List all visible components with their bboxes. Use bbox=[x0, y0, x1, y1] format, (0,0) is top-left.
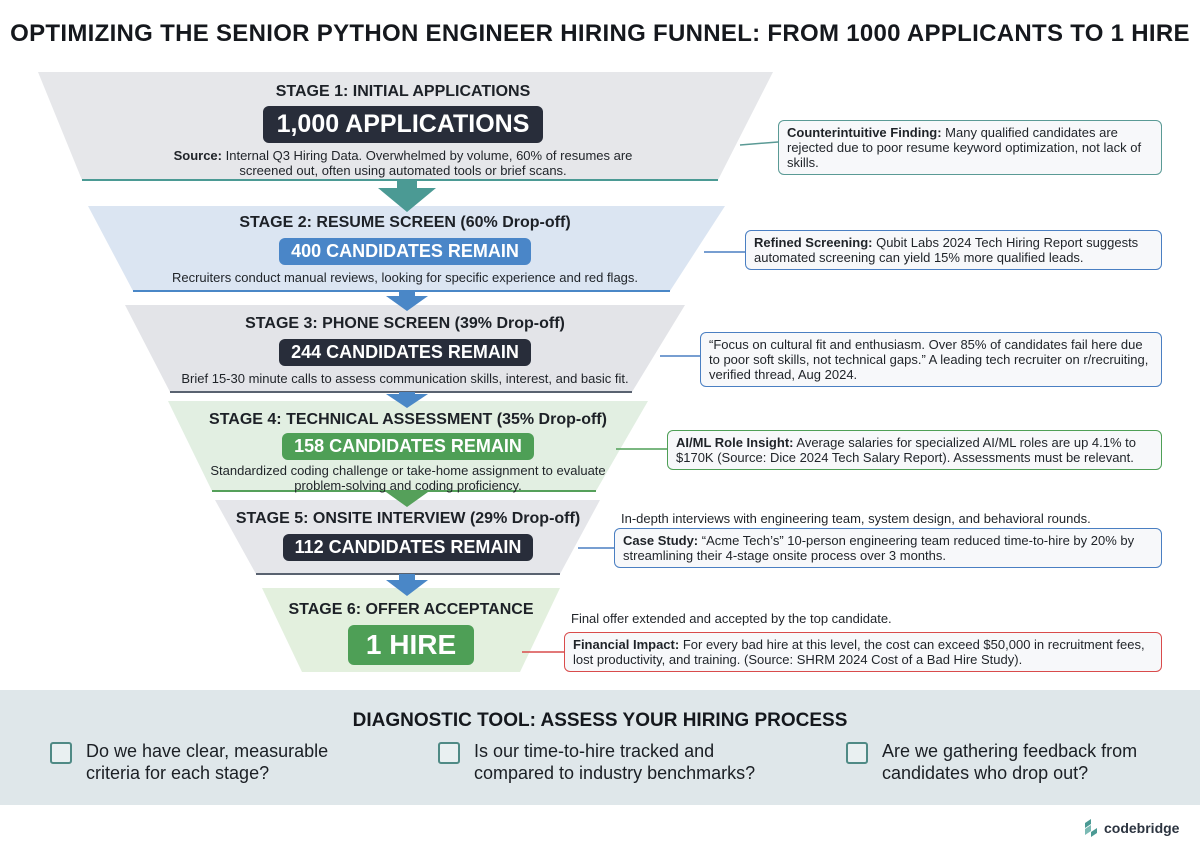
checkbox[interactable] bbox=[438, 742, 460, 764]
note-text: Many qualified candidates are rejected due to poor resume keyword optimization, not lack of skills. bbox=[787, 125, 1142, 170]
desc-label: Source: bbox=[173, 148, 222, 163]
diagnostic-section bbox=[0, 690, 1200, 805]
stage-description bbox=[160, 148, 646, 178]
note-label: Counterintuitive Finding: bbox=[787, 125, 942, 140]
note-text: For every bad hire at this level, the cost can exceed $50,000 in recruitment fees, lost productivity, and training. (Source: SHRM 2024 Cost of a Bad Hire Study). bbox=[573, 637, 1145, 667]
checkbox[interactable] bbox=[50, 742, 72, 764]
checkbox[interactable] bbox=[846, 742, 868, 764]
stage-description: Recruiters conduct manual reviews, looking for specific experience and red flags. bbox=[171, 270, 639, 285]
note-text: “Focus on cultural fit and enthusiasm. Over 85% of candidates fail here due to poor soft skills, not technical gaps.” A leading tech recruiter on r/recruiting, verified thread, Aug 2024. bbox=[709, 337, 1149, 382]
stage-1 bbox=[160, 83, 646, 178]
codebridge-logo bbox=[1082, 818, 1179, 838]
connector-note-1 bbox=[740, 142, 778, 145]
note-label: Financial Impact: bbox=[573, 637, 680, 652]
diagnostic-title: DIAGNOSTIC TOOL: ASSESS YOUR HIRING PROCESS bbox=[352, 710, 848, 731]
count-badge: 1 HIRE bbox=[348, 625, 474, 665]
note-label: AI/ML Role Insight: bbox=[676, 435, 794, 450]
note-case-study bbox=[614, 528, 1162, 568]
count-badge: 244 CANDIDATES REMAIN bbox=[279, 339, 531, 366]
note-text: Qubit Labs 2024 Tech Hiring Report suggests automated screening can yield 15% more qualified leads. bbox=[754, 235, 1139, 265]
stage-title: STAGE 2: RESUME SCREEN (60% Drop-off) bbox=[239, 214, 571, 231]
question-text: Is our time-to-hire tracked and compared to industry benchmarks? bbox=[474, 741, 756, 783]
count-badge: 112 CANDIDATES REMAIN bbox=[283, 534, 534, 561]
note-counterintuitive-finding bbox=[778, 120, 1162, 175]
stage-description: Brief 15-30 minute calls to assess communication skills, interest, and basic fit. bbox=[181, 371, 629, 386]
stage-title: STAGE 4: TECHNICAL ASSESSMENT (35% Drop-off) bbox=[209, 411, 607, 428]
note-refined-screening bbox=[745, 230, 1162, 270]
stage-5 bbox=[230, 510, 586, 561]
stage-6 bbox=[262, 601, 560, 665]
stage-title: STAGE 5: ONSITE INTERVIEW (29% Drop-off) bbox=[235, 510, 581, 527]
note-aiml-role-insight bbox=[667, 430, 1162, 470]
stage-2 bbox=[150, 214, 660, 285]
diagnostic-question-2 bbox=[438, 740, 764, 784]
onsite-description: In-depth interviews with engineering team, system design, and behavioral rounds. bbox=[621, 511, 1091, 526]
stage-title: STAGE 1: INITIAL APPLICATIONS bbox=[275, 83, 531, 100]
codebridge-logo-icon bbox=[1082, 818, 1100, 838]
desc-text: Internal Q3 Hiring Data. Overwhelmed by volume, 60% of resumes are screened out, often using automated tools or brief scans. bbox=[225, 148, 633, 178]
diagnostic-question-3 bbox=[846, 740, 1172, 784]
note-financial-impact bbox=[564, 632, 1162, 672]
count-badge: 400 CANDIDATES REMAIN bbox=[279, 238, 531, 265]
note-label: Refined Screening: bbox=[754, 235, 873, 250]
note-label: Case Study: bbox=[623, 533, 699, 548]
page-title: OPTIMIZING THE SENIOR PYTHON ENGINEER HIRING FUNNEL: FROM 1000 APPLICANTS TO 1 HIRE bbox=[10, 20, 1190, 47]
stage-title: STAGE 6: OFFER ACCEPTANCE bbox=[288, 601, 534, 618]
question-text: Are we gathering feedback from candidates who drop out? bbox=[882, 741, 1138, 783]
note-text: Average salaries for specialized AI/ML roles are up 4.1% to $170K (Source: Dice 2024 Tech Salary Report). Assessments must be relevant. bbox=[676, 435, 1137, 465]
stage-title: STAGE 3: PHONE SCREEN (39% Drop-off) bbox=[245, 315, 565, 332]
note-recruiter-quote bbox=[700, 332, 1162, 387]
question-text: Do we have clear, measurable criteria for each stage? bbox=[86, 741, 329, 783]
note-text: “Acme Tech’s” 10-person engineering team reduced time-to-hire by 20% by streamlining their 4-stage onsite process over 3 months. bbox=[623, 533, 1135, 563]
offer-description: Final offer extended and accepted by the top candidate. bbox=[571, 611, 892, 626]
count-badge: 158 CANDIDATES REMAIN bbox=[282, 433, 534, 460]
diagnostic-question-1 bbox=[50, 740, 376, 784]
count-badge: 1,000 APPLICATIONS bbox=[263, 106, 544, 143]
logo-text: codebridge bbox=[1104, 820, 1180, 836]
stage-3 bbox=[170, 315, 640, 386]
stage-4 bbox=[200, 411, 616, 493]
stage-description: Standardized coding challenge or take-home assignment to evaluate problem-solving and coding proficiency. bbox=[210, 463, 606, 493]
